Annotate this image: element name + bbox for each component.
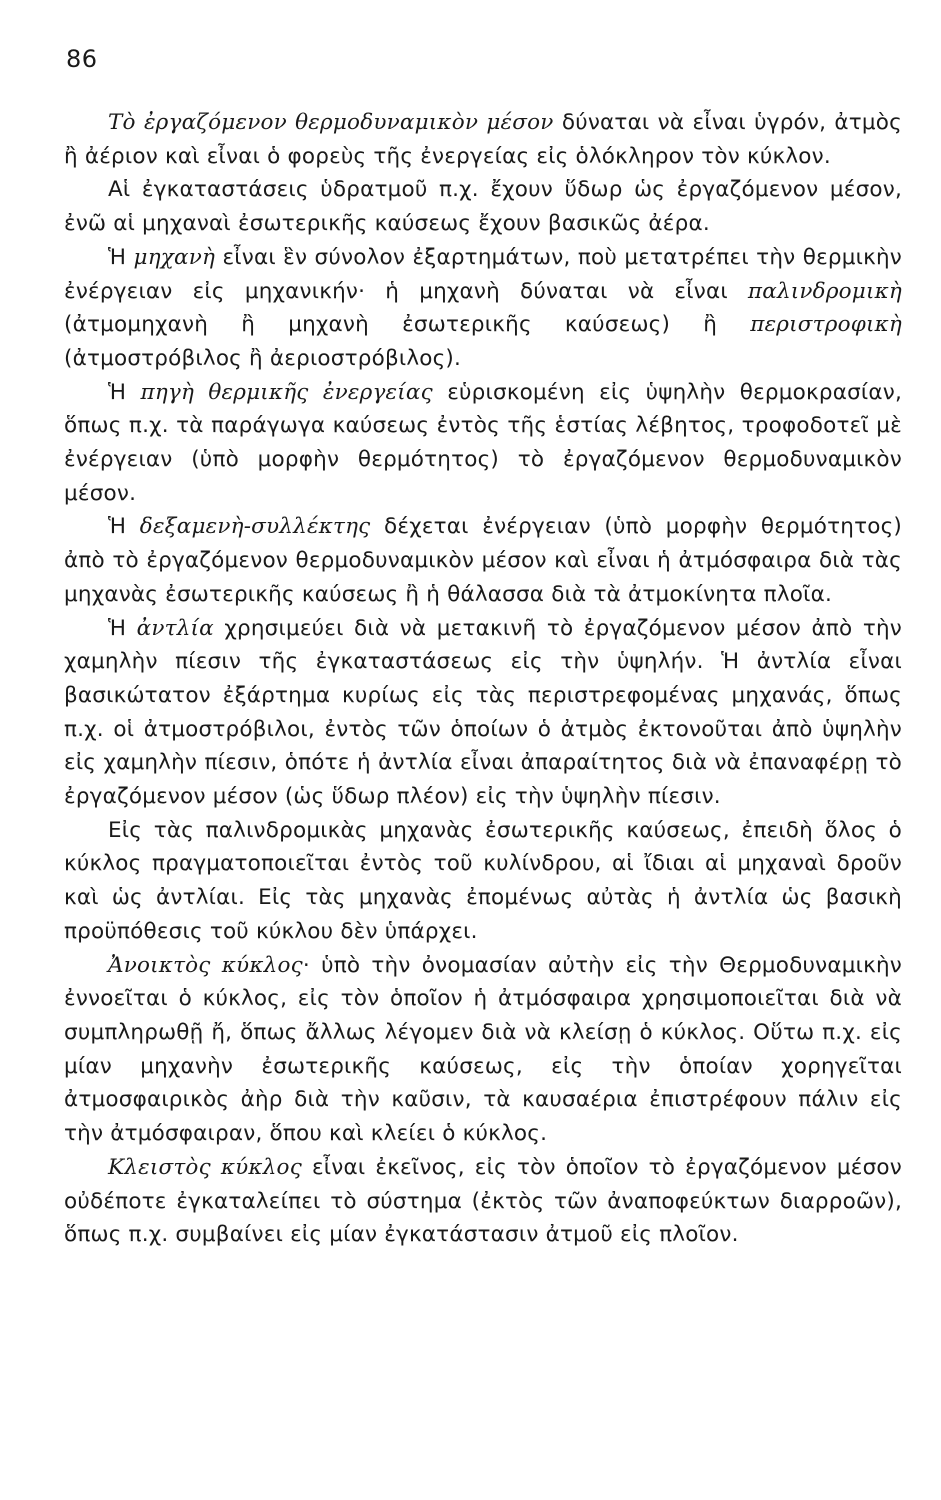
italic-term: ἀντλία xyxy=(136,615,214,641)
text-run: (ἀτμομηχανὴ ἢ μηχανὴ ἐσωτερικῆς καύσεως) ἢ xyxy=(64,312,751,338)
text-run: Αἱ ἐγκαταστάσεις ὑδρατμοῦ π.χ. ἔχουν ὕδωρ ὡς ἐργαζόμενον μέσον, ἐνῶ αἱ μηχαναὶ ἐσωτερικῆς καύσεως ἔχουν βασικῶς ἀέρα. xyxy=(64,177,902,237)
paragraph-closed-cycle xyxy=(64,1151,902,1252)
page-number: 86 xyxy=(66,45,98,73)
text-run: δύναται νὰ εἶναι ὑγρόν, ἀτμὸς ἢ ἀέριον καὶ εἶναι ὁ φορεὺς τῆς ἐνεργείας εἰς ὁλόκληρον τὸν κύκλον. xyxy=(64,110,902,169)
text-run: Ἡ xyxy=(108,379,141,405)
italic-term: μηχανὴ xyxy=(133,244,216,270)
text-run: Ἡ xyxy=(108,244,134,270)
text-run: Ἡ xyxy=(108,514,140,540)
text-run: εἶναι ἓν σύνολον ἐξαρτημάτων, ποὺ μετατρέπει τὴν θερμικὴν ἐνέργειαν εἰς μηχανικήν· ἡ μηχανὴ δύναται νὰ εἶναι xyxy=(64,244,902,304)
italic-term: δεξαμενὴ-συλλέκτης xyxy=(139,514,371,540)
paragraph-installations xyxy=(64,173,902,240)
italic-term: περιστροφικὴ xyxy=(750,312,902,338)
italic-term: πηγὴ θερμικῆς ἐνεργείας xyxy=(140,379,433,405)
paragraph-collector-reservoir xyxy=(64,510,902,611)
text-run: χρησιμεύει διὰ νὰ μετακινῆ τὸ ἐργαζόμενον μέσον ἀπὸ τὴν χαμηλὴν πίεσιν τῆς ἐγκαταστάσεως εἰς τὴν ὑψηλήν. Ἡ ἀντλία εἶναι βασικώτατον ἐξάρτημα κυρίως εἰς τὰς περιστρεφομένας μηχανάς, ὅπως π.χ. οἱ ἀτμοστρόβιλοι, ἐντὸς τῶν ὁποίων ὁ ἀτμὸς ἐκτονοῦται ἀπὸ ὑψηλὴν εἰς χαμηλὴν πίεσιν, ὁπότε ἡ ἀντλία εἶναι ἀπαραίτητος διὰ νὰ ἐπαναφέρῃ τὸ ἐργαζόμενον μέσον (ὡς ὕδωρ πλέον) εἰς τὴν ὑψηλὴν πίεσιν. xyxy=(64,615,902,810)
text-run: · ὑπὸ τὴν ὀνομασίαν αὐτὴν εἰς τὴν Θερμοδυναμικὴν ἐννοεῖται ὁ κύκλος, εἰς τὸν ὁποῖον ἡ ἀτμόσφαιρα χρησιμοποιεῖται διὰ νὰ συμπληρωθῇ ἤ, ὅπως ἄλλως λέγομεν διὰ νὰ κλείσῃ ὁ κύκλος. Οὕτω π.χ. εἰς μίαν μηχανὴν ἐσωτερικῆς καύσεως, εἰς τὴν ὁποίαν χορηγεῖται ἀτμοσφαιρικὸς ἀὴρ διὰ τὴν καῦσιν, τὰ καυσαέρια ἐπιστρέφουν πάλιν εἰς τὴν ἀτμόσφαιραν, ὅπου καὶ κλείει ὁ κύκλος. xyxy=(64,952,903,1147)
paragraph-heat-source xyxy=(64,376,902,511)
italic-term: Τὸ ἐργαζόμενον θερμοδυναμικὸν μέσον xyxy=(108,110,554,135)
italic-term: παλινδρομικὴ xyxy=(747,278,902,304)
text-run: εἶναι ἐκεῖνος, εἰς τὸν ὁποῖον τὸ ἐργαζόμενον μέσον οὐδέποτε ἐγκαταλείπει τὸ σύστημα (ἐκτὸς τῶν ἀναποφεύκτων διαρροῶν), ὅπως π.χ. συμβαίνει εἰς μίαν ἐγκατάστασιν ἀτμοῦ εἰς πλοῖον. xyxy=(64,1154,902,1248)
text-run: (ἀτμοστρόβιλος ἢ ἀεριοστρόβιλος). xyxy=(64,345,462,371)
paragraph-reciprocating-engines xyxy=(64,814,902,949)
paragraph-engine xyxy=(64,241,902,376)
paragraph-open-cycle xyxy=(64,949,902,1151)
paragraph-pump xyxy=(64,612,902,814)
italic-term: Ἀνοικτὸς κύκλος xyxy=(108,952,303,978)
text-run: Ἡ xyxy=(108,615,137,641)
body-text xyxy=(64,106,902,1252)
italic-term: Κλειστὸς κύκλος xyxy=(108,1154,302,1180)
text-run: δέχεται ἐνέργειαν (ὑπὸ μορφὴν θερμότητος) ἀπὸ τὸ ἐργαζόμενον θερμοδυναμικὸν μέσον καὶ εἶναι ἡ ἀτμόσφαιρα διὰ τὰς μηχανὰς ἐσωτερικῆς καύσεως ἢ ἡ θάλασσα διὰ τὰ ἀτμοκίνητα πλοῖα. xyxy=(64,514,903,607)
paragraph-working-medium xyxy=(64,106,902,173)
text-run: εὑρισκομένη εἰς ὑψηλὴν θερμοκρασίαν, ὅπως π.χ. τὰ παράγωγα καύσεως ἐντὸς τῆς ἑστίας λέβητος, τροφοδοτεῖ μὲ ἐνέργειαν (ὑπὸ μορφὴν θερμότητος) τὸ ἐργαζόμενον θερμοδυναμικὸν μέσον. xyxy=(64,379,902,506)
text-run: Εἰς τὰς παλινδρομικὰς μηχανὰς ἐσωτερικῆς καύσεως, ἐπειδὴ ὅλος ὁ κύκλος πραγματοποιεῖται ἐντὸς τοῦ κυλίνδρου, αἱ ἴδιαι αἱ μηχαναὶ δροῦν καὶ ὡς ἀντλίαι. Εἰς τὰς μηχανὰς ἐπομένως αὐτὰς ἡ ἀντλία ὡς βασικὴ προϋπόθεσις τοῦ κύκλου δὲν ὑπάρχει. xyxy=(64,817,902,944)
